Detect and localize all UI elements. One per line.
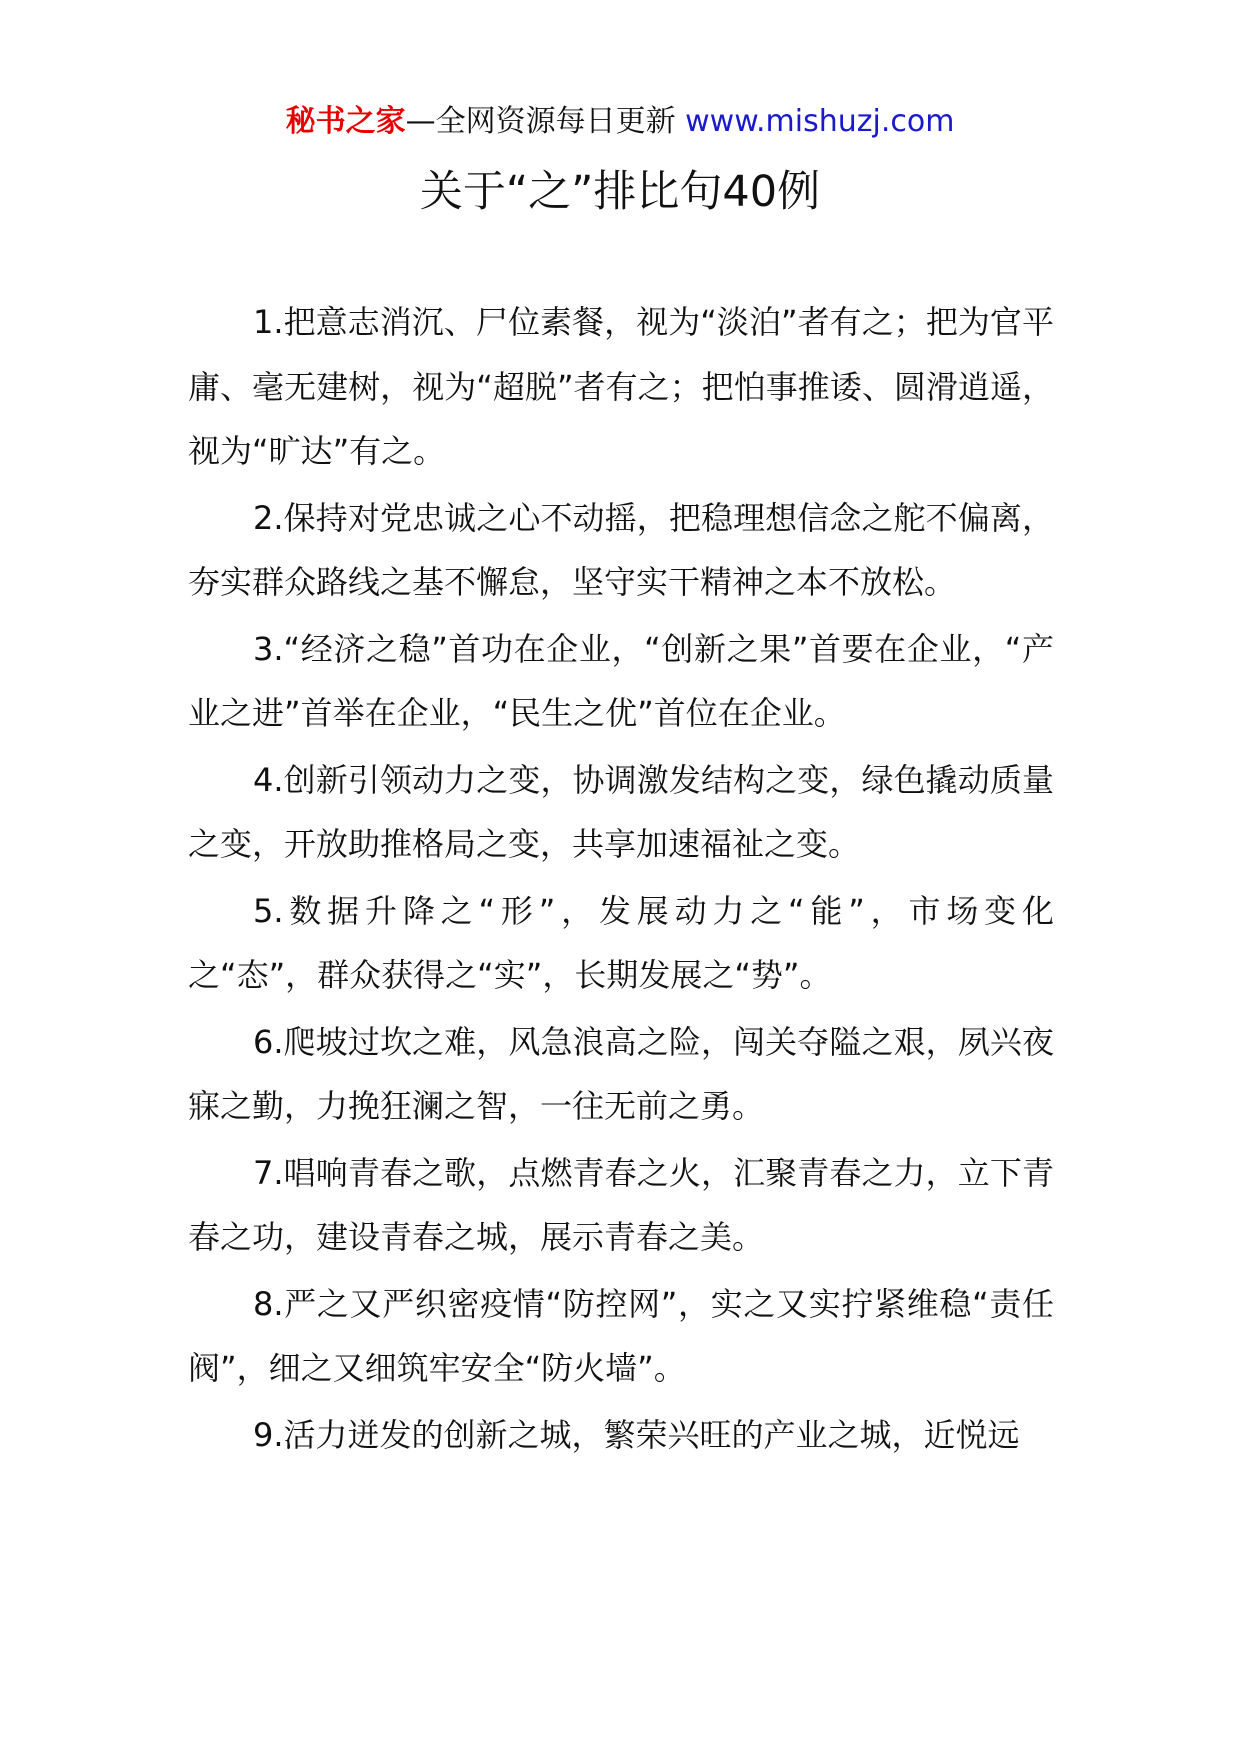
header-tagline: —全网资源每日更新 (405, 104, 676, 139)
paragraph: 8.严之又严织密疫情“防控网”，实之又实拧紧维稳“责任阀”，细之又细筑牢安全“防火墙”。 (188, 1284, 1054, 1387)
paragraph: 9.活力迸发的创新之城，繁荣兴旺的产业之城，近悦远 (253, 1415, 1020, 1454)
page-title: 关于“之”排比句40例 (419, 167, 821, 217)
brand-name: 秘书之家 (285, 104, 406, 139)
paragraph: 4.创新引领动力之变，协调激发结构之变，绿色撬动质量之变，开放助推格局之变，共享加速福祉之变。 (188, 760, 1054, 863)
paragraph: 3.“经济之稳”首功在企业，“创新之果”首要在企业，“产业之进”首举在企业，“民生之优”首位在企业。 (188, 629, 1054, 732)
site-url-link[interactable]: www.mishuzj.com (685, 104, 955, 139)
header-banner (0, 102, 1240, 142)
paragraph: 2.保持对党忠诚之心不动摇，把稳理想信念之舵不偏离，夯实群众路线之基不懈怠，坚守实干精神之本不放松。 (188, 498, 1054, 601)
paragraph: 6.爬坡过坎之难，风急浪高之险，闯关夺隘之艰，夙兴夜寐之勤，力挽狂澜之智，一往无前之勇。 (188, 1022, 1054, 1125)
paragraph: 7.唱响青春之歌，点燃青春之火，汇聚青春之力，立下青春之功，建设青春之城，展示青春之美。 (188, 1153, 1054, 1256)
paragraph: 5.数据升降之“形”，发展动力之“能”，市场变化之“态”，群众获得之“实”，长期发展之“势”。 (188, 891, 1054, 994)
document-body (188, 290, 1054, 1469)
paragraph: 1.把意志消沉、尸位素餐，视为“淡泊”者有之；把为官平庸、毫无建树，视为“超脱”者有之；把怕事推诿、圆滑逍遥，视为“旷达”有之。 (188, 303, 1054, 470)
